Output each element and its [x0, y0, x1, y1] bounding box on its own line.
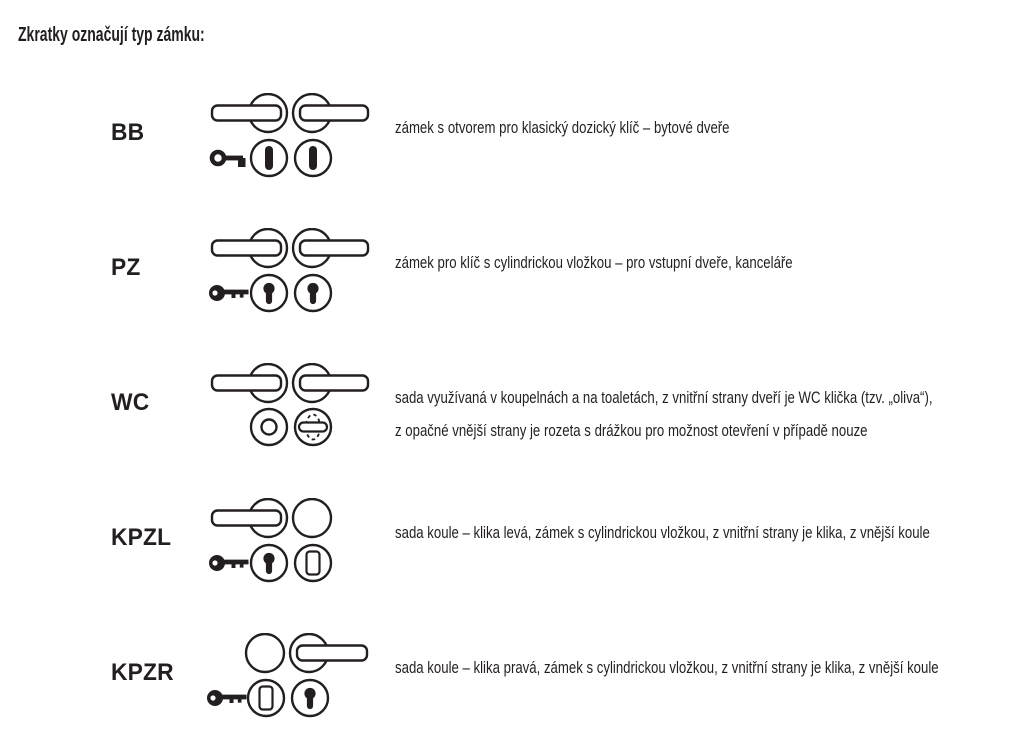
lock-type-row-wc: [0, 363, 1011, 451]
lock-type-row-kpzr: [0, 633, 1011, 721]
bb-keyhole-rosette-icon: [251, 140, 287, 176]
lever-handle-right-icon: [290, 634, 367, 672]
lock-description: [395, 112, 1011, 145]
cylinder-keyhole-rosette-icon: [251, 545, 287, 581]
lock-icons-pz: [205, 228, 380, 316]
lock-description: [395, 382, 1011, 448]
lever-handle-left-icon: [212, 364, 287, 402]
cylinder-key-icon: [209, 555, 249, 571]
lever-handle-right-icon: [293, 229, 368, 267]
lock-code-label: WC: [111, 389, 150, 416]
lock-description: [395, 652, 1011, 685]
lock-code-label: BB: [111, 119, 145, 146]
lock-code-label: PZ: [111, 254, 141, 281]
lock-code-label: KPZL: [111, 524, 172, 551]
description-line: z opačné vnější strany je rozeta s drážkou pro možnost otevření v případě nouze: [395, 422, 868, 440]
lock-type-row-pz: [0, 228, 1011, 316]
blind-rosette-icon: [248, 680, 284, 716]
lock-code-label: KPZR: [111, 659, 174, 686]
description-line: zámek pro klíč s cylindrickou vložkou – pro vstupní dveře, kanceláře: [395, 254, 793, 272]
lock-icons-wc: [205, 363, 380, 451]
thumbturn-rosette-icon: [295, 409, 331, 445]
lock-icons-kpzr: [205, 633, 380, 721]
lock-description: [395, 517, 1011, 550]
cylinder-keyhole-rosette-icon: [295, 275, 331, 311]
description-line: sada koule – klika pravá, zámek s cylindrickou vložkou, z vnitřní strany je klika, z vnější koule: [395, 659, 939, 677]
bb-keyhole-rosette-icon: [295, 140, 331, 176]
lock-description: [395, 247, 1011, 280]
description-line: sada využívaná v koupelnách a na toaletách, z vnitřní strany dveří je WC klička (tzv. „oliva“),: [395, 389, 933, 407]
emergency-slot-rosette-icon: [251, 409, 287, 445]
lock-icons-bb: [205, 93, 380, 181]
page-title: Zkratky označují typ zámku:: [18, 24, 205, 46]
knob-icon: [293, 499, 331, 537]
cylinder-key-icon: [207, 690, 247, 706]
cylinder-keyhole-rosette-icon: [251, 275, 287, 311]
lever-handle-left-icon: [212, 499, 287, 537]
lever-handle-right-icon: [293, 94, 368, 132]
blind-rosette-icon: [295, 545, 331, 581]
cylinder-key-icon: [209, 285, 249, 301]
cylinder-keyhole-rosette-icon: [292, 680, 328, 716]
lock-type-row-kpzl: [0, 498, 1011, 586]
classic-bit-key-icon: [212, 152, 246, 167]
lock-icons-kpzl: [205, 498, 380, 586]
description-line: zámek s otvorem pro klasický dozický klíč – bytové dveře: [395, 119, 730, 137]
lever-handle-left-icon: [212, 229, 287, 267]
knob-icon: [246, 634, 284, 672]
lock-type-row-bb: [0, 93, 1011, 181]
description-line: sada koule – klika levá, zámek s cylindrickou vložkou, z vnitřní strany je klika, z vnější koule: [395, 524, 930, 542]
lever-handle-left-icon: [212, 94, 287, 132]
lever-handle-right-icon: [293, 364, 368, 402]
